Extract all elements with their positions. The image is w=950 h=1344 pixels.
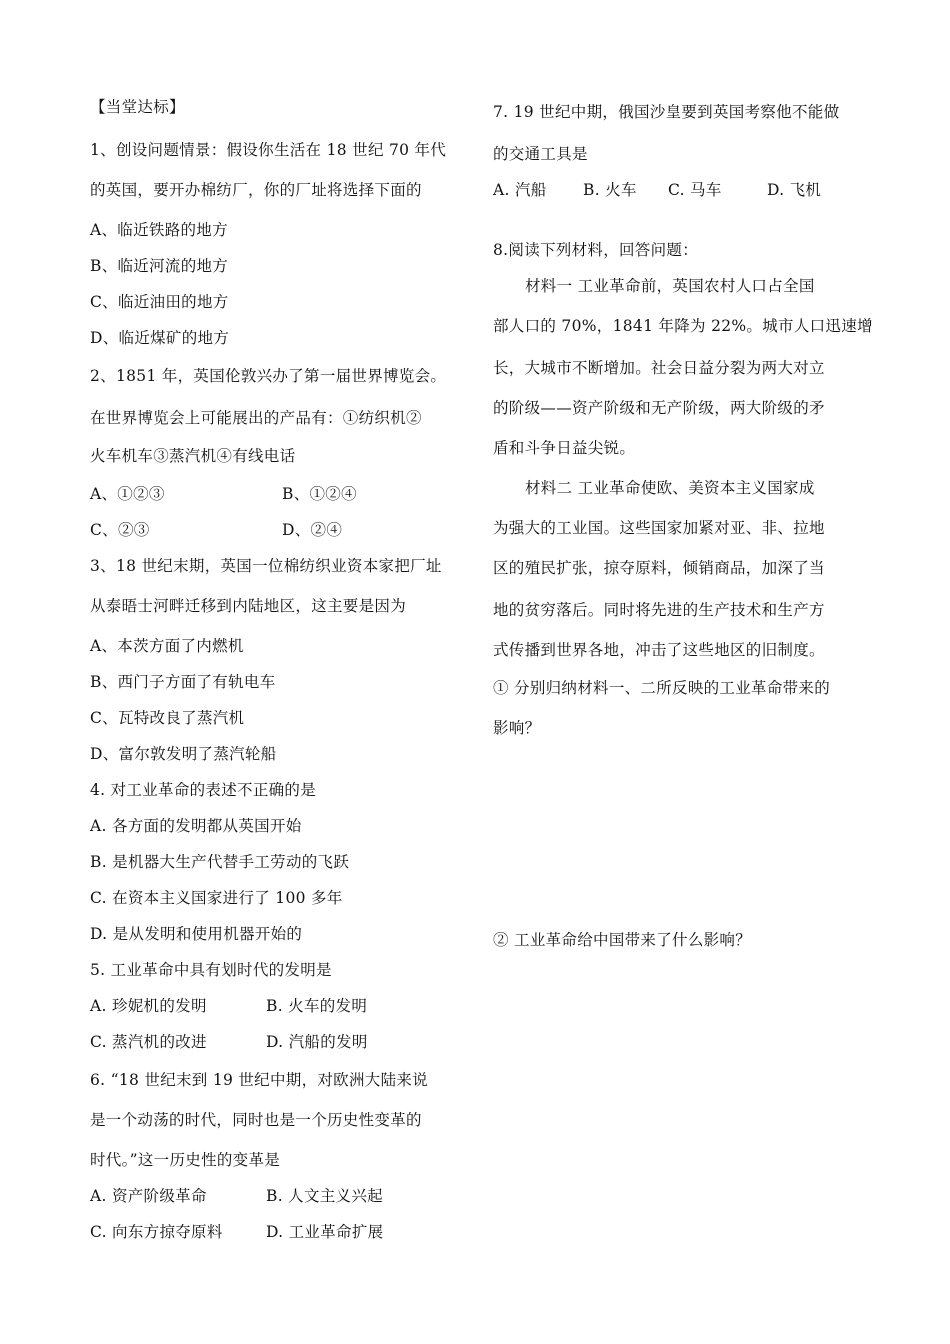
material-1-line-3: 长，大城市不断增加。社会日益分裂为两大对立 [493, 359, 825, 377]
q1-stem-line-2: 的英国，要开办棉纺厂，你的厂址将选择下面的 [90, 181, 422, 199]
q4-option-c: C. 在资本主义国家进行了 100 多年 [90, 889, 343, 907]
q3-option-b: B、西门子方面了有轨电车 [90, 673, 276, 691]
q6-option-b: B. 人文主义兴起 [266, 1187, 383, 1205]
material-1-line-5: 盾和斗争日益尖锐。 [493, 439, 636, 457]
q8-sub-question-1-line-2: 影响？ [493, 719, 541, 737]
q4-option-b: B. 是机器大生产代替手工劳动的飞跃 [90, 853, 350, 871]
q1-option-b: B、临近河流的地方 [90, 257, 229, 275]
q7-option-c: C. 马车 [668, 181, 722, 199]
q4-option-a: A. 各方面的发明都从英国开始 [90, 817, 302, 835]
q2-stem-line-3: 火车机车③蒸汽机④有线电话 [90, 447, 296, 465]
q2-stem-line-1: 2、1851 年，英国伦敦兴办了第一届世界博览会。 [90, 367, 447, 385]
q5-option-a: A. 珍妮机的发明 [90, 997, 207, 1015]
q2-option-b: B、①②④ [282, 485, 357, 503]
material-2-line-2: 为强大的工业国。这些国家加紧对亚、非、拉地 [493, 519, 825, 537]
material-1-line-4: 的阶级——资产阶级和无产阶级，两大阶级的矛 [493, 399, 825, 417]
material-2-line-3: 区的殖民扩张，掠夺原料，倾销商品，加深了当 [493, 559, 825, 577]
q6-stem-line-1: 6. “18 世纪末到 19 世纪中期，对欧洲大陆来说 [90, 1071, 428, 1089]
material-2-line-5: 式传播到世界各地，冲击了这些地区的旧制度。 [493, 641, 825, 659]
q6-option-d: D. 工业革命扩展 [266, 1223, 384, 1241]
q3-option-a: A、本茨方面了内燃机 [90, 637, 244, 655]
q3-stem-line-1: 3、18 世纪末期，英国一位棉纺织业资本家把厂址 [90, 557, 442, 575]
q6-option-c: C. 向东方掠夺原料 [90, 1223, 223, 1241]
q1-option-d: D、临近煤矿的地方 [90, 329, 230, 347]
q3-option-d: D、富尔敦发明了蒸汽轮船 [90, 745, 277, 763]
q2-option-a: A、①②③ [90, 485, 165, 503]
material-1-line-2: 部人口的 70%，1841 年降为 22%。城市人口迅速增 [493, 317, 873, 335]
q7-stem-line-1: 7. 19 世纪中期，俄国沙皇要到英国考察他不能做 [493, 103, 840, 121]
q7-option-a: A. 汽船 [493, 181, 547, 199]
q2-stem-line-2: 在世界博览会上可能展出的产品有：①纺织机② [90, 409, 422, 427]
q1-option-c: C、临近油田的地方 [90, 293, 229, 311]
material-1-line-1: 材料一 工业革命前，英国农村人口占全国 [525, 277, 815, 295]
section-heading: 【当堂达标】 [90, 98, 185, 116]
material-2-line-4: 地的贫穷落后。同时将先进的生产技术和生产方 [493, 601, 825, 619]
q6-stem-line-2: 是一个动荡的时代，同时也是一个历史性变革的 [90, 1111, 422, 1129]
q5-stem: 5. 工业革命中具有划时代的发明是 [90, 961, 332, 979]
material-2-line-1: 材料二 工业革命使欧、美资本主义国家成 [525, 479, 815, 497]
q8-sub-question-2: ② 工业革命给中国带来了什么影响？ [493, 931, 752, 949]
q5-option-d: D. 汽船的发明 [266, 1033, 368, 1051]
q2-option-c: C、②③ [90, 521, 150, 539]
q3-option-c: C、瓦特改良了蒸汽机 [90, 709, 245, 727]
q6-option-a: A. 资产阶级革命 [90, 1187, 207, 1205]
q5-option-c: C. 蒸汽机的改进 [90, 1033, 207, 1051]
q3-stem-line-2: 从泰晤士河畔迁移到内陆地区，这主要是因为 [90, 597, 407, 615]
q4-option-d: D. 是从发明和使用机器开始的 [90, 925, 303, 943]
q5-option-b: B. 火车的发明 [266, 997, 368, 1015]
q2-option-d: D、②④ [282, 521, 343, 539]
q8-sub-question-1-line-1: ① 分别归纳材料一、二所反映的工业革命带来的 [493, 679, 831, 697]
q1-option-a: A、临近铁路的地方 [90, 221, 228, 239]
q7-option-d: D. 飞机 [767, 181, 822, 199]
q8-stem: 8.阅读下列材料，回答问题： [493, 241, 698, 259]
q6-stem-line-3: 时代。”这一历史性的变革是 [90, 1151, 281, 1169]
q4-stem: 4. 对工业革命的表述不正确的是 [90, 781, 317, 799]
q7-option-b: B. 火车 [583, 181, 637, 199]
q7-stem-line-2: 的交通工具是 [493, 145, 588, 163]
q1-stem-line-1: 1、创设问题情景：假设你生活在 18 世纪 70 年代 [90, 141, 447, 159]
